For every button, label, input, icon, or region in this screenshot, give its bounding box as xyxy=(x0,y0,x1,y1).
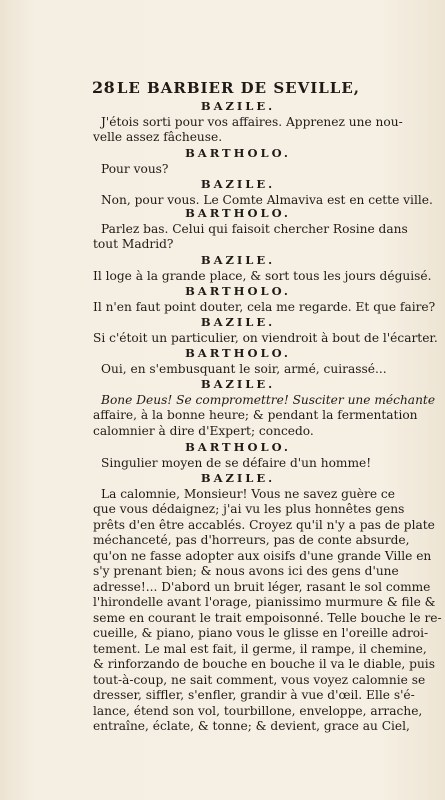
speech-line: cueille, & piano, piano vous le glisse en l'oreille adroi- xyxy=(93,626,429,640)
speaker-name: BAZILE. xyxy=(200,471,276,485)
speech-line: s'y prenant bien; & nous avons ici des gens d'une xyxy=(93,564,399,578)
speech-line: qu'on ne fasse adopter aux oisifs d'une grande Ville en xyxy=(93,548,432,563)
speech-4 xyxy=(93,206,408,253)
speech-line: Oui, en s'embusquant le soir, armé, cuirassé... xyxy=(101,361,387,376)
speech-line: calomnier à dire d'Expert; concedo. xyxy=(93,423,314,438)
speaker-name: BAZILE. xyxy=(200,99,276,113)
speech-6 xyxy=(93,284,436,315)
speech-line: méchanceté, pas d'horreurs, pas de conte absurde, xyxy=(93,533,410,547)
speech-3 xyxy=(93,177,433,208)
speech-1 xyxy=(93,99,403,146)
speaker-name: BAZILE. xyxy=(200,315,276,329)
speaker-name: BARTHOLO. xyxy=(185,206,291,220)
page-number: 28 xyxy=(92,78,116,97)
speech-line: Si c'étoit un particulier, on viendroit à bout de l'écarter. xyxy=(93,330,438,345)
speaker-name: BAZILE. xyxy=(200,377,276,391)
speaker-name: BARTHOLO. xyxy=(185,440,291,454)
speech-line: & rinforzando de bouche en bouche il va le diable, puis xyxy=(93,657,435,671)
speech-line: Il loge à la grande place, & sort tous les jours déguisé. xyxy=(93,268,432,283)
speech-5 xyxy=(93,253,432,284)
speech-line: tout Madrid? xyxy=(93,237,174,251)
speaker-name: BAZILE. xyxy=(200,253,276,267)
speech-line: Non, pour vous. Le Comte Almaviva est en cette ville. xyxy=(101,192,433,207)
speech-line: Singulier moyen de se défaire d'un homme! xyxy=(101,455,372,470)
speech-line: adresse!... D'abord un bruit léger, rasant le sol comme xyxy=(93,579,431,594)
running-title: LE BARBIER DE SEVILLE, xyxy=(116,79,360,97)
speech-line: entraîne, éclate, & tonne; & devient, grace au Ciel, xyxy=(93,719,410,733)
speech-line: affaire, à la bonne heure; & pendant la fermentation xyxy=(93,408,418,422)
speech-line: Parlez bas. Celui qui faisoit chercher Rosine dans xyxy=(101,221,408,236)
speech-line: lance, étend son vol, tourbillone, enveloppe, arrache, xyxy=(93,703,423,718)
page-header xyxy=(92,78,360,97)
speech-line: que vous dédaignez; j'ai vu les plus honnêtes gens xyxy=(93,502,405,516)
speech-line: velle assez fâcheuse. xyxy=(93,130,223,144)
speech-10 xyxy=(93,440,372,471)
speaker-name: BARTHOLO. xyxy=(185,146,291,160)
speaker-name: BARTHOLO. xyxy=(185,346,291,360)
speech-line: Il n'en faut point douter, cela me regarde. Et que faire? xyxy=(93,299,436,314)
speech-line: Bone Deus! Se compromettre! Susciter une méchante xyxy=(101,392,436,407)
speech-line: La calomnie, Monsieur! Vous ne savez guère ce xyxy=(101,486,395,501)
speech-9 xyxy=(93,377,436,439)
speaker-name: BARTHOLO. xyxy=(185,284,291,298)
speech-7 xyxy=(93,315,438,346)
speech-11 xyxy=(93,471,442,735)
speech-line: seme en courant le trait empoisonné. Telle bouche le re- xyxy=(93,610,442,625)
speech-line: dresser, siffler, s'enfler, grandir à vue d'œil. Elle s'é- xyxy=(93,688,415,702)
speech-line: Pour vous? xyxy=(101,161,169,176)
speech-line: tement. Le mal est fait, il germe, il rampe, il chemine, xyxy=(93,641,427,656)
speech-2 xyxy=(93,146,363,177)
speech-8 xyxy=(93,346,387,377)
speech-line: tout-à-coup, ne sait comment, vous voyez calomnie se xyxy=(93,672,426,687)
speech-line: l'hirondelle avant l'orage, pianissimo murmure & file & xyxy=(93,595,436,609)
speech-line: J'étois sorti pour vos affaires. Apprenez une nou- xyxy=(101,114,403,129)
speech-line: prêts d'en être accablés. Croyez qu'il n'y a pas de plate xyxy=(93,517,435,532)
speaker-name: BAZILE. xyxy=(200,177,276,191)
